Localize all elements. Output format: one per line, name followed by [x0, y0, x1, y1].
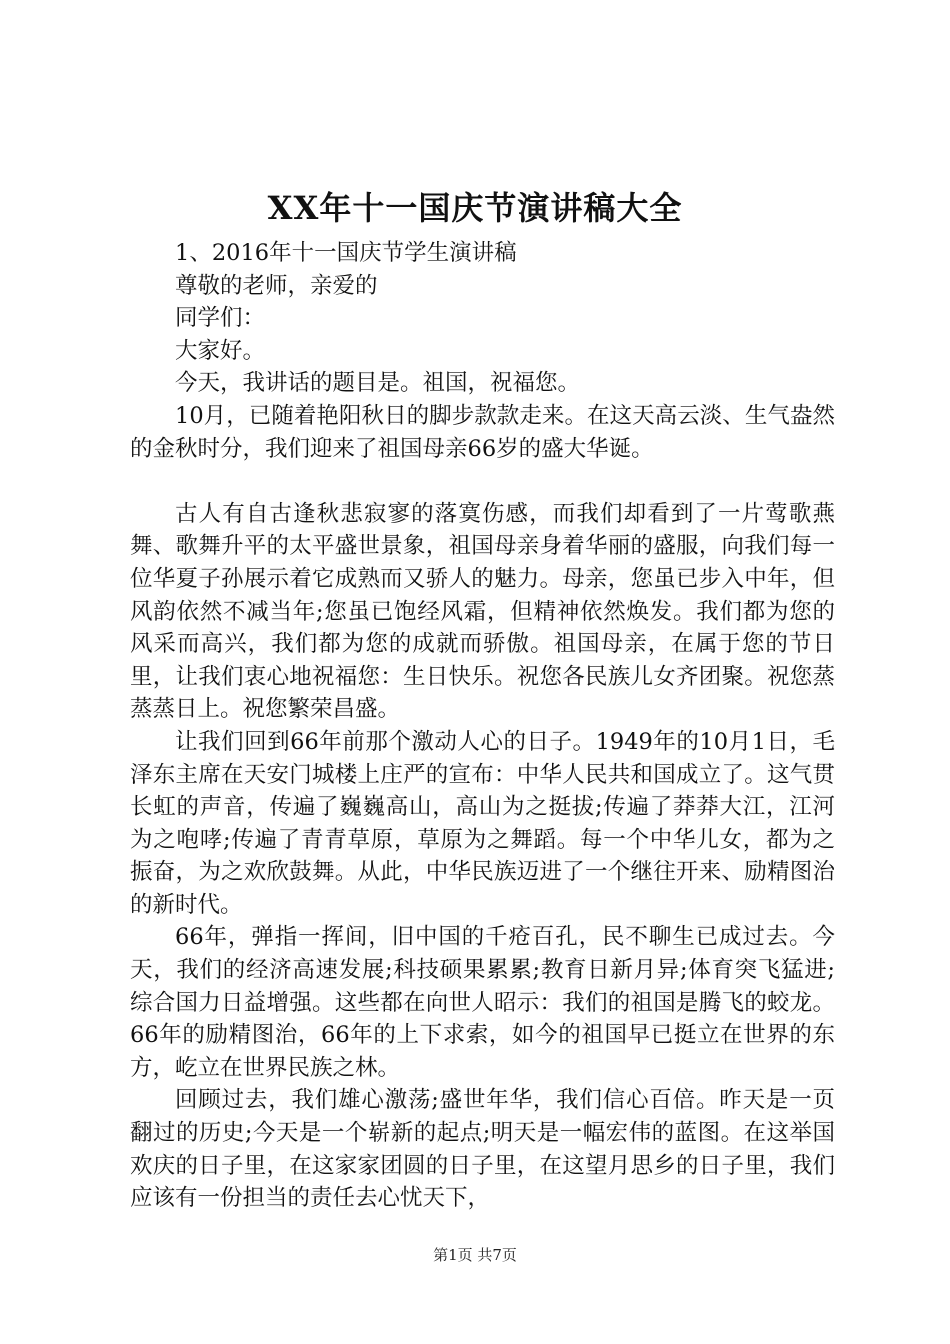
paragraph-heading: 1、2016年十一国庆节学生演讲稿 — [175, 240, 517, 266]
paragraph-intro: 10月，已随着艳阳秋日的脚步款款走来。在这天高云淡、生气盎然的金秋时分，我们迎来了祖国母亲66岁的盛大华诞。 — [130, 402, 835, 462]
document-title: XX年十一国庆节演讲稿大全 — [267, 189, 683, 227]
paragraph-body: 66年，弹指一挥间，旧中国的千疮百孔，民不聊生已成过去。今天，我们的经济高速发展;科技硕果累累;教育日新月异;体育突飞猛进;综合国力日益增强。这些都在向世人昭示：我们的祖国是腾飞的蛟龙。66年的励精图治，66年的上下求索，如今的祖国早已挺立在世界的东方，屹立在世界民族之林。 — [130, 924, 835, 1081]
paragraph-body: 古人有自古逢秋悲寂寥的落寞伤感，而我们却看到了一片莺歌燕舞、歌舞升平的太平盛世景象，祖国母亲身着华丽的盛服，向我们每一位华夏子孙展示着它成熟而又骄人的魅力。母亲，您虽已步入中年，但风韵依然不减当年;您虽已饱经风霜，但精神依然焕发。我们都为您的风采而高兴，我们都为您的成就而骄傲。祖国母亲，在属于您的节日里，让我们衷心地祝福您：生日快乐。祝您各民族儿女齐团聚。祝您蒸蒸蒸日上。祝您繁荣昌盛。 — [130, 500, 835, 723]
paragraph-body: 回顾过去，我们雄心激荡;盛世年华，我们信心百倍。昨天是一页翻过的历史;今天是一个崭新的起点;明天是一幅宏伟的蓝图。在这举国欢庆的日子里，在这家家团圆的日子里，在这望月思乡的日子里，我们应该有一份担当的责任去心忧天下， — [130, 1087, 835, 1212]
paragraph-spacer — [130, 465, 835, 498]
document-body — [130, 237, 835, 1215]
paragraph-salutation-cont: 同学们： — [175, 305, 266, 332]
page-number-footer: 第1页 共7页 — [433, 1246, 517, 1264]
paragraph-greeting: 大家好。 — [175, 337, 266, 364]
paragraph-salutation: 尊敬的老师，亲爱的 — [175, 272, 378, 299]
paragraph-body: 让我们回到66年前那个激动人心的日子。1949年的10月1日，毛泽东主席在天安门城楼上庄严的宣布：中华人民共和国成立了。这气贯长虹的声音，传遍了巍巍高山，高山为之挺拔;传遍了莽莽大江，江河为之咆哮;传遍了青青草原，草原为之舞蹈。每一个中华儿女，都为之振奋，为之欢欣鼓舞。从此，中华民族迈进了一个继往开来、励精图治的新时代。 — [130, 728, 835, 918]
paragraph-topic: 今天，我讲话的题目是。祖国，祝福您。 — [175, 370, 581, 397]
